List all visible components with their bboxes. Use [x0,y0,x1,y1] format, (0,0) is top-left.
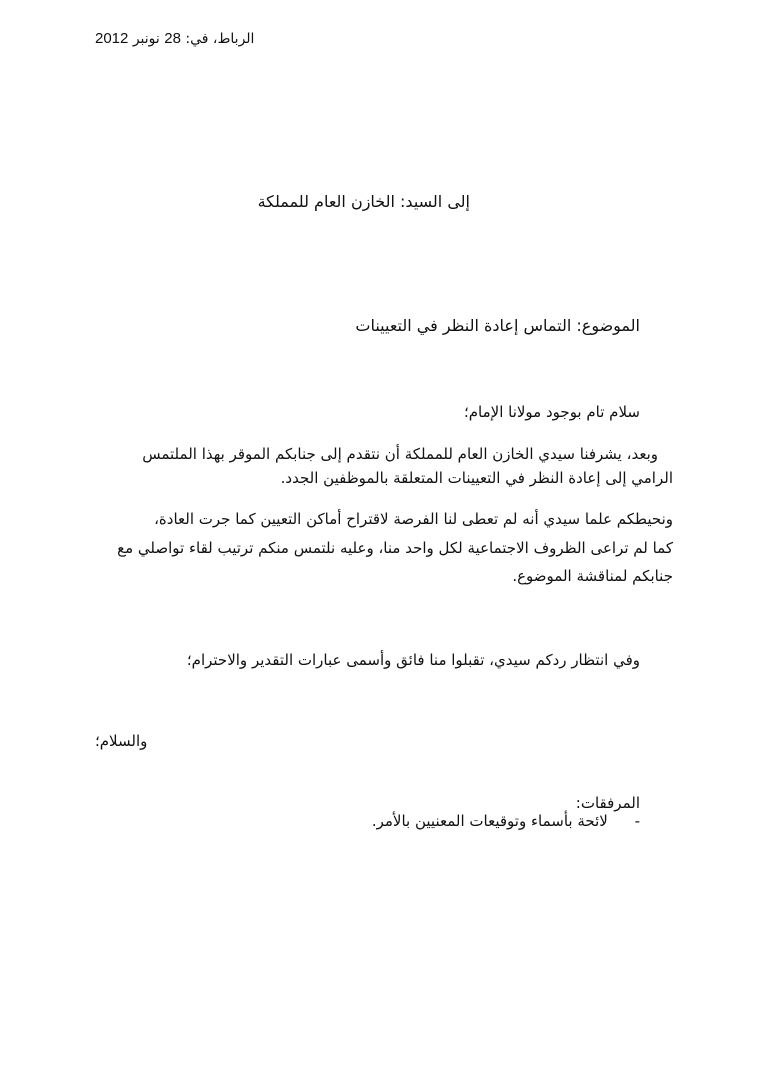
paragraph1-line1: وبعد، يشرفنا سيدي الخازن العام للمملكة أن نتقدم إلى جنابكم الموقر بهذا الملتمس [142,445,658,463]
attachment-text: لائحة بأسماء وتوقيعات المعنيين بالأمر. [371,812,608,830]
paragraph2-line1: ونحيطكم علما سيدي أنه لم تعطى لنا الفرصة لاقتراح أماكن التعيين كما جرت العادة، [154,510,673,528]
paragraph2-line3: جنابكم لمناقشة الموضوع. [512,567,673,585]
recipient-line: إلى السيد: الخازن العام للمملكة [257,192,470,211]
attachment-item [372,811,640,831]
salam-line: والسلام؛ [95,732,148,750]
date-day: 28 [164,30,181,47]
date-place: الرباط، في: [185,31,255,47]
subject-line: الموضوع: التماس إعادة النظر في التعيينات [355,316,640,335]
greeting-line: سلام تام بوجود مولانا الإمام؛ [463,403,640,421]
attachment-bullet: - [634,812,640,830]
date-year: 2012 [95,30,129,47]
date-month: نونبر [132,31,160,47]
document-date [95,29,254,49]
closing-line: وفي انتظار ردكم سيدي، تقبلوا منا فائق وأسمى عبارات التقدير والاحترام؛ [186,651,640,669]
paragraph1-line2: الرامي إلى إعادة النظر في التعيينات المتعلقة بالموظفين الجدد. [280,469,673,487]
paragraph2-line2: كما لم تراعى الظروف الاجتماعية لكل واحد منا، وعليه نلتمس منكم ترتيب لقاء تواصلي مع [117,539,673,557]
attachments-title: المرفقات: [575,794,640,812]
